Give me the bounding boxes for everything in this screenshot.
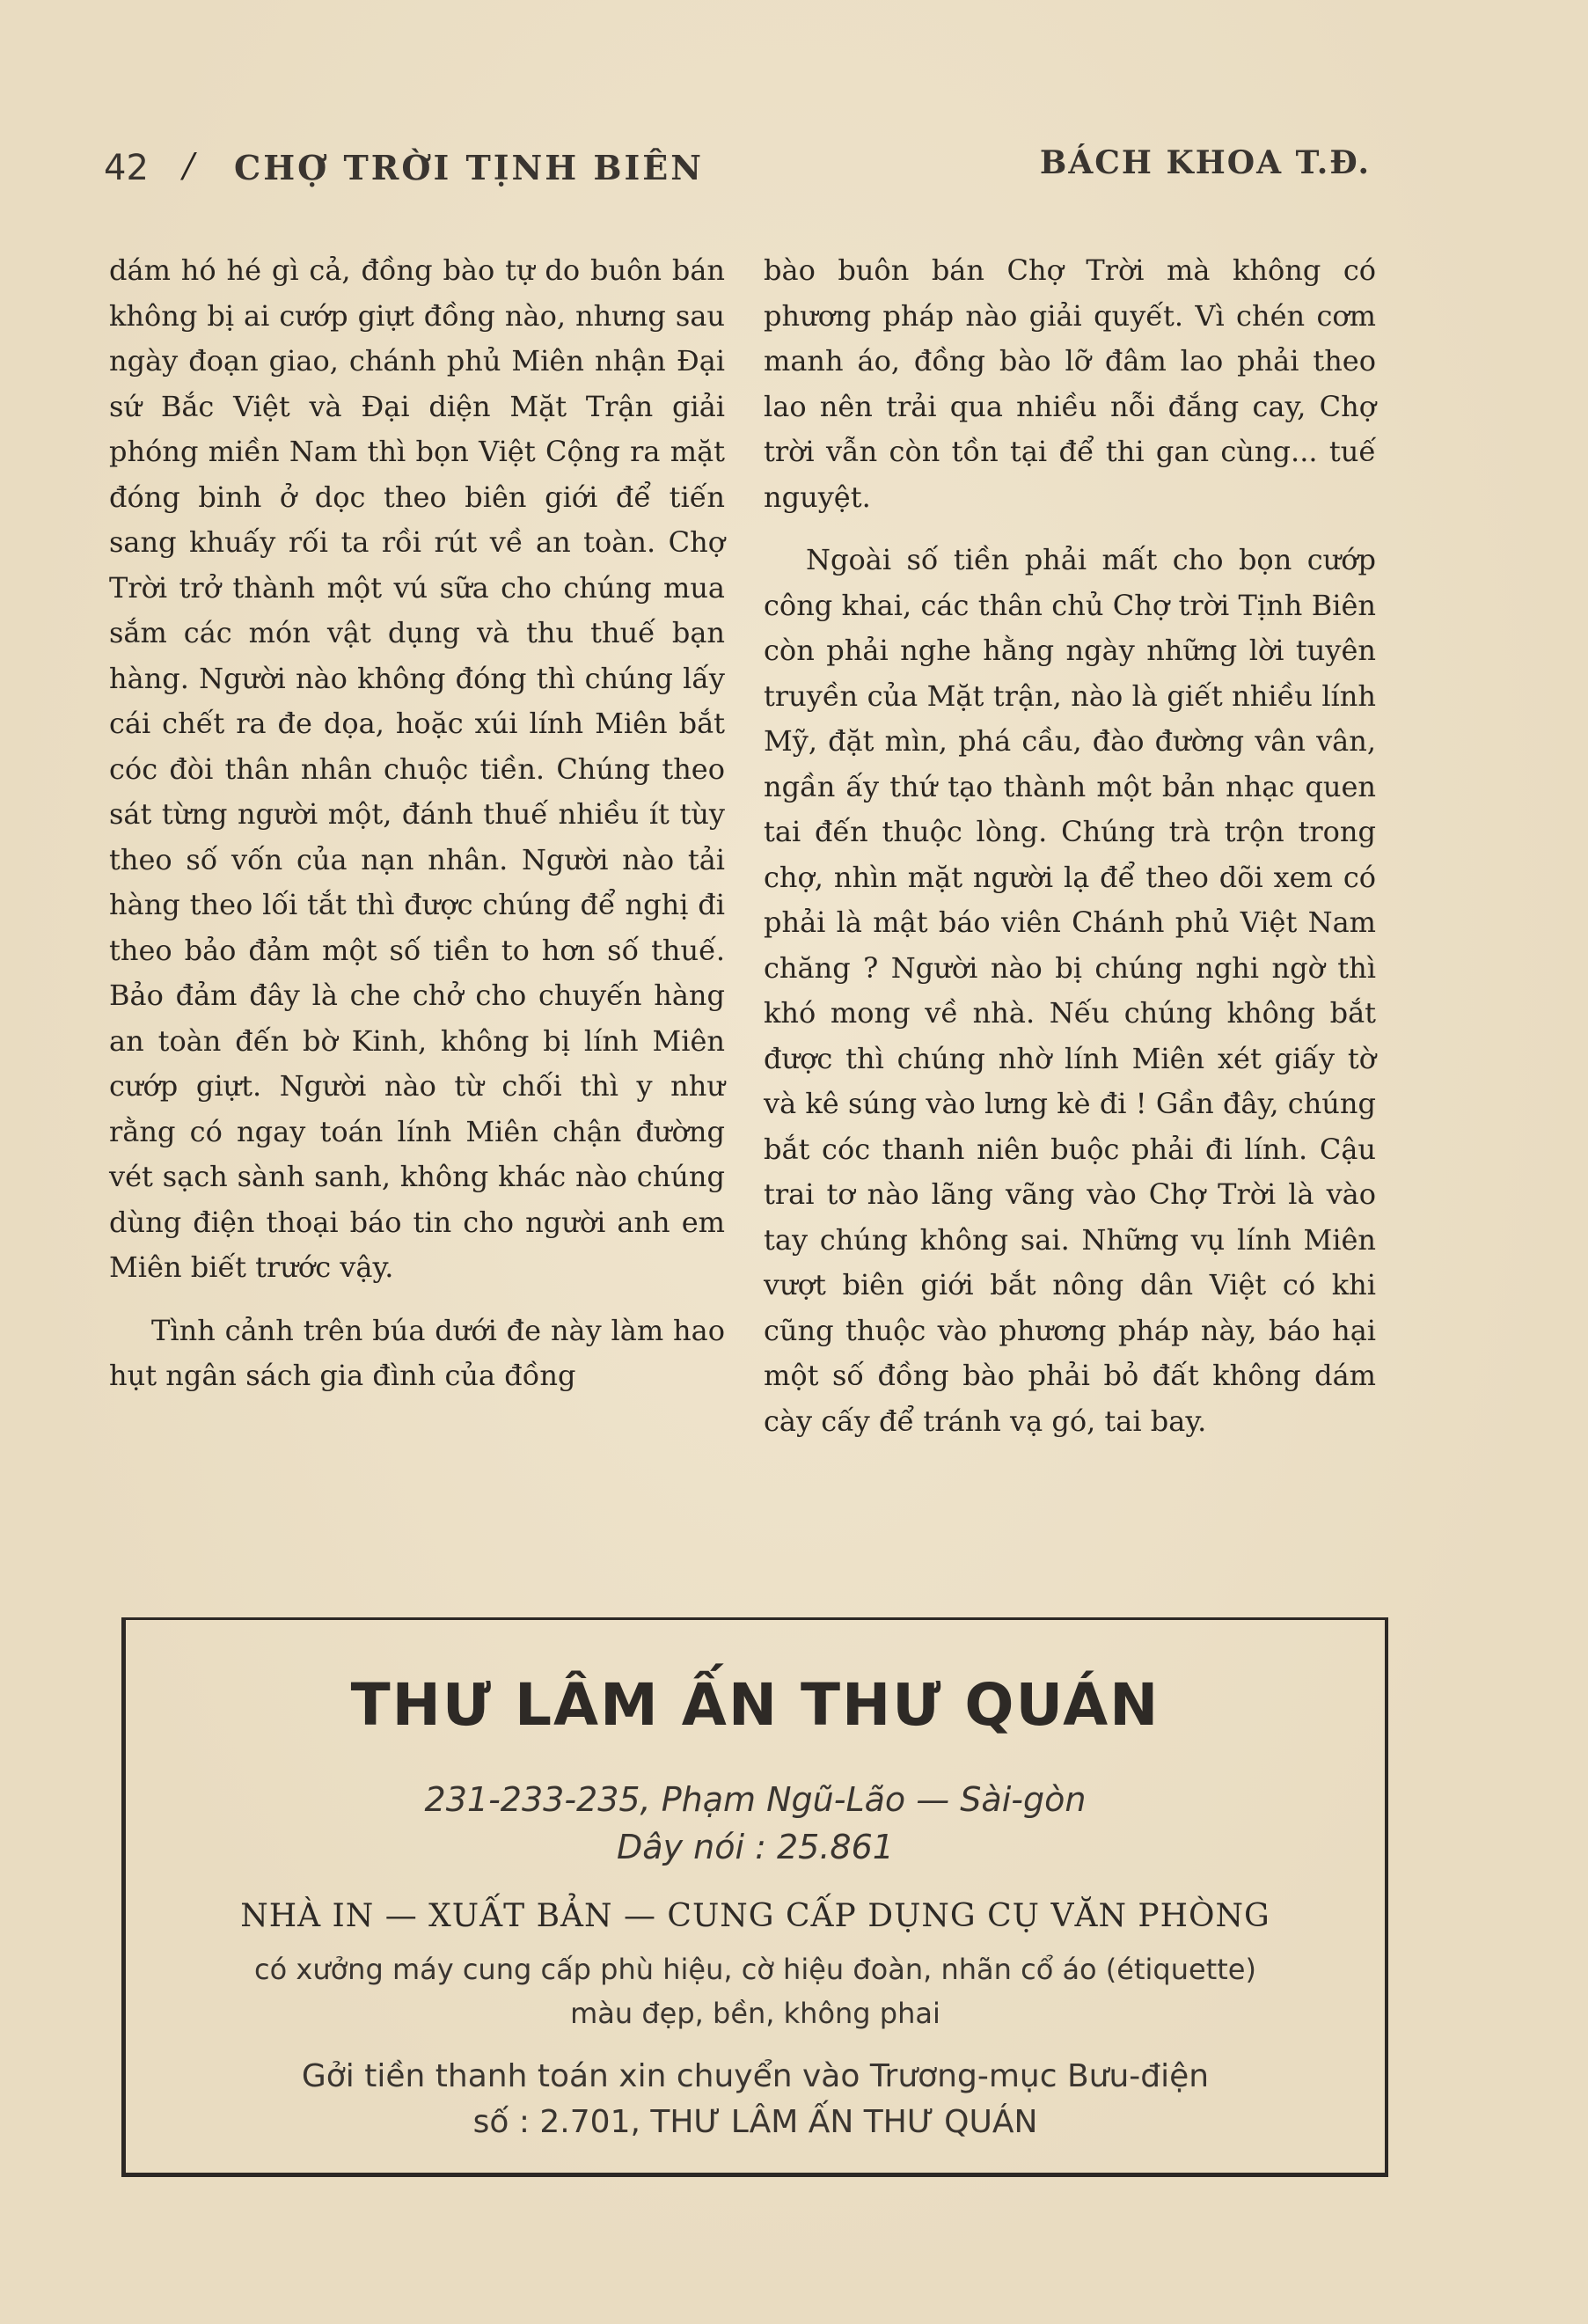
page-number: 42 [104, 148, 149, 188]
advertisement-box [121, 1617, 1388, 2177]
ad-description: có xưởng máy cung cấp phù hiệu, cờ hiệu đoàn, nhãn cổ áo (étiquette) [254, 1953, 1256, 1986]
header-separator: / [183, 146, 194, 185]
article-paragraph: dám hó hé gì cả, đồng bào tự do buôn bán không bị ai cướp giựt đồng nào, nhưng sau ngày đoạn giao, chánh phủ Miên nhận Đại sứ Bắc Việt và Đại diện Mặt Trận giải phóng miền Nam thì bọn Việt Cộng ra mặt đóng binh ở dọc theo biên giới để tiến sang khuấy rối ta rồi rút về an toàn. Chợ Trời trở thành một vú sữa cho chúng mua sắm các món vật dụng và thu thuế bạn hàng. Người nào không đóng thì chúng lấy cái chết ra đe dọa, hoặc xúi lính Miên bắt cóc đòi thân nhân chuộc tiền. Chúng theo sát từng người một, đánh thuế nhiều ít tùy theo số vốn của nạn nhân. Người nào tải hàng theo lối tắt thì được chúng để nghị đi theo bảo đảm một số tiền to hơn số thuế. Bảo đảm đây là che chở cho chuyến hàng an toàn đến bờ Kinh, không bị lính Miên cướp giựt. Người nào từ chối thì y như rằng có ngay toán lính Miên chận đường vét sạch sành sanh, không khác nào chúng dùng điện thoại báo tin cho người anh em Miên biết trước vậy. [109, 253, 725, 1284]
ad-services: NHÀ IN — XUẤT BẢN — CUNG CẤP DỤNG CỤ VĂN PHÒNG [240, 1898, 1270, 1934]
ad-payment-info: số : 2.701, THƯ LÂM ẤN THƯ QUÁN [472, 2104, 1038, 2140]
article-paragraph: Tình cảnh trên búa dưới đe này làm hao hụt ngân sách gia đình của đồng [109, 1313, 725, 1392]
ad-payment-info: Gởi tiền thanh toán xin chuyển vào Trương-mục Bưu-điện [301, 2058, 1210, 2094]
ad-address: 231-233-235, Phạm Ngũ-Lão — Sài-gòn [424, 1780, 1087, 1819]
ad-title: THƯ LÂM ẤN THƯ QUÁN [350, 1671, 1160, 1739]
running-title: CHỢ TRỜI TỊNH BIÊN [234, 148, 704, 187]
article-paragraph: Ngoài số tiền phải mất cho bọn cướp công khai, các thân chủ Chợ trời Tịnh Biên còn phải nghe hằng ngày những lời tuyên truyền của Mặt trận, nào là giết nhiều lính Mỹ, đặt mìn, phá cầu, đào đường vân vân, ngần ấy thứ tạo thành một bản nhạc quen tai đến thuộc lòng. Chúng trà trộn trong chợ, nhìn mặt người lạ để theo dõi xem có phải là mật báo viên Chánh phủ Việt Nam chăng ? Người nào bị chúng nghi ngờ thì khó mong về nhà. Nếu chúng không bắt được thì chúng nhờ lính Miên xét giấy tờ và kê súng vào lưng kè đi ! Gần đây, chúng bắt cóc thanh niên buộc phải đi lính. Cậu trai tơ nào lãng vãng vào Chợ Trời là vào tay chúng không sai. Những vụ lính Miên vượt biên giới bắt nông dân Việt có khi cũng thuộc vào phương pháp này, báo hại một số đồng bào phải bỏ đất không dám cày cấy để tránh vạ gó, tai bay. [764, 543, 1376, 1438]
page-header [104, 141, 1371, 194]
article-paragraph: bào buôn bán Chợ Trời mà không có phương pháp nào giải quyết. Vì chén cơm manh áo, đồng bào lỡ đâm lao phải theo lao nên trải qua nhiều nỗi đắng cay, Chợ trời vẫn còn tồn tại để thi gan cùng... tuế nguyệt. [764, 253, 1376, 514]
journal-name: BÁCH KHOA T.Đ. [1039, 144, 1371, 181]
ad-phone: Dây nói : 25.861 [617, 1828, 894, 1866]
article-left-column [109, 248, 725, 1399]
ad-description: màu đẹp, bền, không phai [570, 1997, 940, 2030]
article-right-column [764, 248, 1376, 1444]
